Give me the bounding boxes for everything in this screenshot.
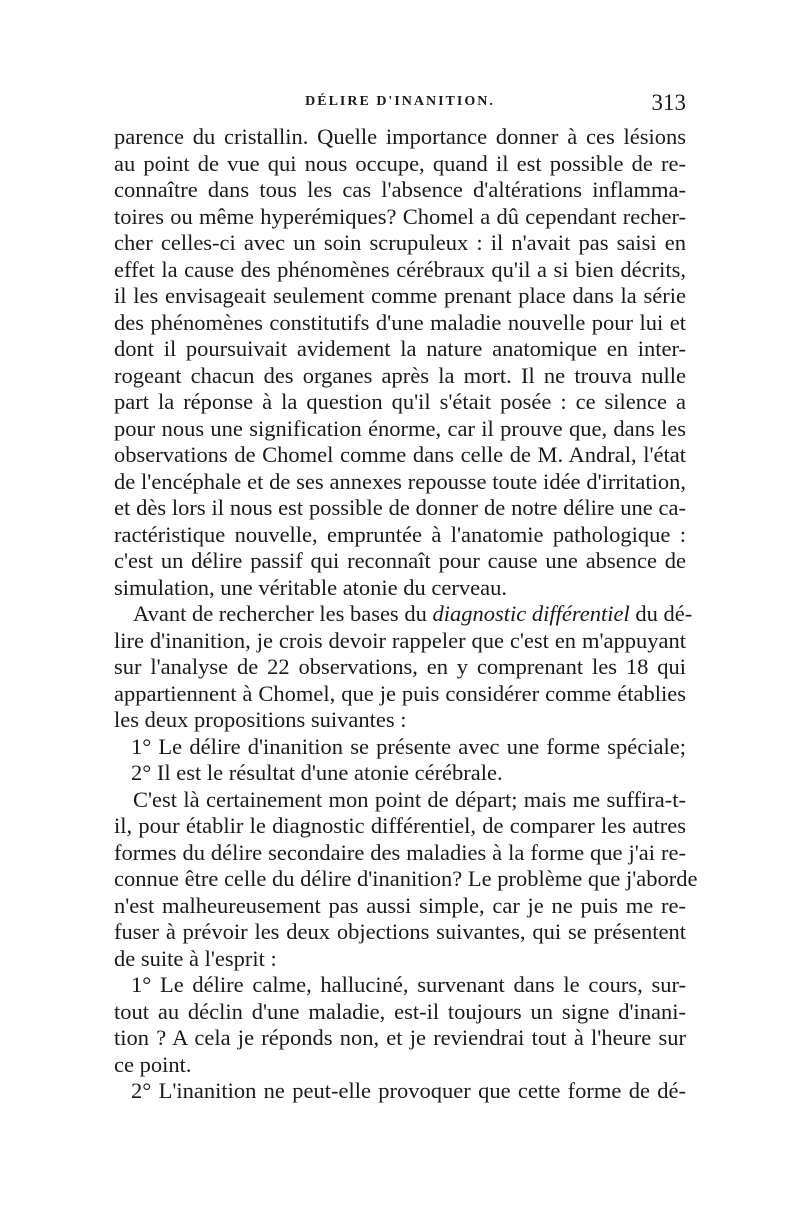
text-line: tout au déclin d'une maladie, est-il toujours un signe d'inani- <box>114 998 686 1024</box>
text-line: au point de vue qui nous occupe, quand il est possible de re- <box>114 150 686 176</box>
text-line: rogeant chacun des organes après la mort. Il ne trouva nulle <box>114 362 686 388</box>
book-page <box>114 90 698 1105</box>
text-line: sur l'analyse de 22 observations, en y comprenant les 18 qui <box>114 654 686 679</box>
text-line: ce point. <box>114 1051 192 1077</box>
text-line: c'est un délire passif qui reconnaît pour cause une absence de <box>114 548 686 573</box>
text-line: dont il poursuivait avidement la nature anatomique en inter- <box>114 336 686 361</box>
propositions <box>114 734 686 787</box>
text-span: Avant de rechercher les bases du <box>133 601 433 626</box>
text-span: du dé- <box>629 601 693 626</box>
text-line: connaître dans tous les cas l'absence d'altérations inflamma- <box>114 177 686 202</box>
text-line: des phénomènes constitutifs d'une maladie nouvelle pour lui et <box>114 309 686 335</box>
text-line: 1° Le délire calme, halluciné, survenant dans le cours, sur- <box>131 972 686 997</box>
text-line: de l'encéphale et de ses annexes repousse toute idée d'irritation, <box>114 468 686 494</box>
text-line: toires ou même hyperémiques? Chomel a dû cependant recher- <box>114 203 686 229</box>
text-line: C'est là certainement mon point de départ; mais me suffira-t- <box>133 786 686 812</box>
text-line: parence du cristallin. Quelle importance donner à ces lésions <box>114 124 686 149</box>
text-line: appartiennent à Chomel, que je puis considérer comme établies <box>114 680 686 706</box>
text-line: pour nous une signification énorme, car il prouve que, dans les <box>114 415 686 441</box>
text-line: cher celles-ci avec un soin scrupuleux : il n'avait pas saisi en <box>114 230 686 255</box>
text-line: n'est malheureusement pas aussi simple, car je ne puis me re- <box>114 892 686 918</box>
text-line: ractéristique nouvelle, empruntée à l'anatomie pathologique : <box>114 521 686 547</box>
text-line: tion ? A cela je réponds non, et je reviendrai tout à l'heure sur <box>114 1025 686 1050</box>
text-line: simulation, une véritable atonie du cerveau. <box>114 574 507 600</box>
body-text <box>114 124 698 1105</box>
text-line: lire d'inanition, je crois devoir rappeler que c'est en m'appuyant <box>114 627 686 653</box>
text-line: les deux propositions suivantes : <box>114 707 407 732</box>
text-line: connue être celle du délire d'inanition? Le problème que j'aborde <box>114 866 698 891</box>
text-line: effet la cause des phénomènes cérébraux qu'il a si bien décrits, <box>114 256 686 282</box>
text-line: 2° L'inanition ne peut-elle provoquer que cette forme de dé- <box>131 1078 686 1103</box>
text-line: et dès lors il nous est possible de donner de notre délire une ca- <box>114 495 686 520</box>
text-line: formes du délire secondaire des maladies à la forme que j'ai re- <box>114 839 686 865</box>
objection-2 <box>114 1078 686 1105</box>
text-line: il, pour établir le diagnostic différentiel, de comparer les autres <box>114 813 686 838</box>
text-line: de suite à l'esprit : <box>114 945 277 971</box>
text-line: observations de Chomel comme dans celle de M. Andral, l'état <box>114 442 686 467</box>
italic-term: diagnostic différentiel <box>432 601 630 626</box>
text-line: fuser à prévoir les deux objections suivantes, qui se présentent <box>114 919 686 944</box>
running-title: DÉLIRE D'INANITION. <box>305 94 495 109</box>
text-line: part la réponse à la question qu'il s'était posée : ce silence a <box>114 389 686 414</box>
proposition-1: 1° Le délire d'inanition se présente avec une forme spéciale; <box>131 733 686 759</box>
paragraph-2 <box>114 601 693 734</box>
page-header <box>114 90 686 124</box>
paragraph-1 <box>114 124 686 601</box>
paragraph-3 <box>114 786 698 973</box>
page-number: 313 <box>651 90 686 115</box>
objection-1 <box>114 972 686 1078</box>
text-line: il les envisageait seulement comme prenant place dans la série <box>114 283 686 308</box>
proposition-2: 2° Il est le résultat d'une atonie cérébrale. <box>131 760 503 785</box>
text-line <box>114 601 693 628</box>
